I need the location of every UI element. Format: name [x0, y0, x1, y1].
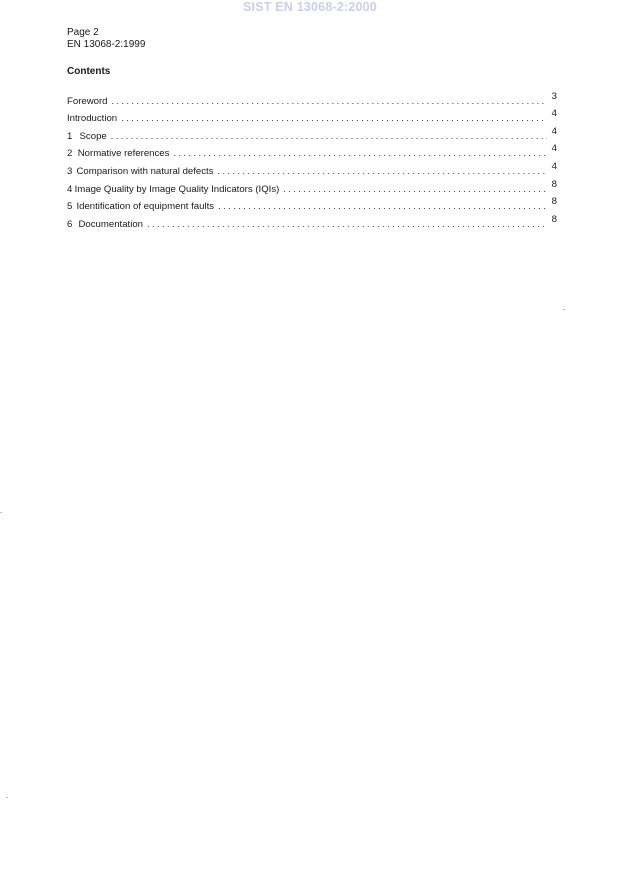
toc-entry-title: Scope [80, 131, 111, 142]
table-of-contents [67, 89, 557, 230]
toc-entry-documentation[interactable] [67, 212, 557, 230]
dot-leader [218, 166, 547, 177]
scan-speck [563, 309, 565, 310]
toc-entry-page: 4 [551, 143, 557, 155]
toc-entry-title: Introduction [67, 113, 121, 124]
dot-leader [112, 96, 547, 107]
toc-entry-number: 6 [67, 218, 73, 230]
toc-entry-title: Normative references [78, 148, 174, 159]
dot-leader [121, 113, 547, 124]
page-header [67, 27, 145, 51]
toc-entry-page: 8 [551, 196, 557, 208]
toc-entry-comparison[interactable] [67, 159, 557, 177]
toc-entry-title: Image Quality by Image Quality Indicators (IQIs) [75, 184, 284, 195]
toc-entry-normative-references[interactable] [67, 142, 557, 160]
watermark: SIST EN 13068-2:2000 [243, 0, 377, 14]
dot-leader [173, 148, 547, 159]
toc-entry-foreword[interactable] [67, 89, 557, 107]
document-id: EN 13068-2:1999 [67, 39, 146, 50]
scan-speck [6, 797, 8, 798]
toc-entry-page: 8 [551, 213, 557, 225]
page-number: Page 2 [67, 27, 99, 38]
toc-entry-page: 4 [551, 160, 557, 172]
toc-entry-scope[interactable] [67, 124, 557, 142]
toc-entry-title: Foreword [67, 96, 112, 107]
dot-leader [218, 201, 547, 212]
toc-entry-number: 5 [67, 201, 73, 213]
dot-leader [283, 184, 547, 195]
toc-entry-image-quality[interactable] [67, 177, 557, 195]
toc-entry-number: 4 [67, 183, 73, 195]
toc-entry-title: Identification of equipment faults [76, 201, 218, 212]
toc-entry-title: Comparison with natural defects [76, 166, 217, 177]
toc-entry-page: 3 [551, 90, 557, 102]
toc-entry-introduction[interactable] [67, 107, 557, 125]
toc-entry-number: 1 [67, 130, 73, 142]
scan-speck [0, 512, 2, 513]
toc-entry-title: Documentation [78, 219, 147, 230]
toc-entry-number: 2 [67, 148, 73, 160]
toc-entry-equipment-faults[interactable] [67, 195, 557, 213]
toc-entry-page: 4 [551, 125, 557, 137]
dot-leader [147, 219, 547, 230]
dot-leader [111, 131, 547, 142]
toc-entry-number: 3 [67, 165, 73, 177]
toc-entry-page: 8 [551, 178, 557, 190]
contents-heading: Contents [67, 66, 111, 77]
toc-entry-page: 4 [551, 108, 557, 120]
